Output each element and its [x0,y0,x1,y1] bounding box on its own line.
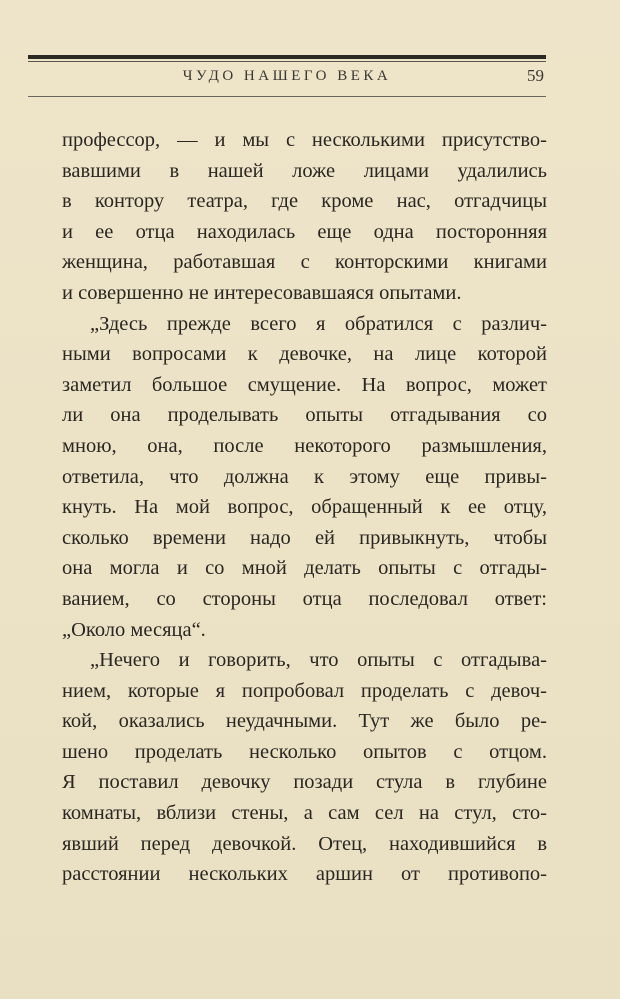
top-thin-rule [28,61,546,62]
running-title: ЧУДО НАШЕГО ВЕКА [182,68,392,84]
text-line: женщина, работавшая с конторскими книгами [62,251,547,274]
text-line: „Нечего и говорить, что опыты с отгадыва- [90,649,547,672]
text-line: мною, она, после некоторого размышления, [62,434,547,457]
text-line: „Около месяца“. [62,618,206,641]
text-line: ли она проделывать опыты отгадывания со [62,404,547,427]
text-line: шено проделать несколько опытов с отцом. [62,740,547,763]
text-line: ванием, со стороны отца последовал ответ: [62,587,547,610]
text-line: ответила, что должна к этому еще привы- [62,465,547,488]
top-thick-rule [28,55,546,59]
text-line: вавшими в нашей ложе лицами удалились [62,159,547,182]
text-line: кой, оказались неудачными. Тут же было ре- [62,710,547,733]
text-line: в контору театра, где кроме нас, отгадчицы [62,190,547,213]
page-number: 59 [527,66,544,85]
text-line: ными вопросами к девочке, на лице которой [62,343,547,366]
text-line: „Здесь прежде всего я обратился с различ- [90,312,547,335]
text-line: явший перед девочкой. Отец, находившийся в [62,832,547,855]
text-line: Я поставил девочку позади стула в глубине [62,771,547,794]
text-line: и ее отца находилась еще одна посторонняя [62,220,547,243]
body-text [62,125,547,890]
text-line: она могла и со мной делать опыты с отгады- [62,557,547,580]
text-line: нием, которые я попробовал проделать с девоч- [62,679,547,702]
text-line: профессор, — и мы с несколькими присутство- [62,129,547,151]
text-line: сколько времени надо ей привыкнуть, чтобы [62,526,547,549]
running-head [28,66,546,90]
header-rule [28,96,546,97]
text-line: кнуть. На мой вопрос, обращенный к ее отцу, [62,496,547,519]
text-line: комнаты, вблизи стены, а сам сел на стул, сто- [62,802,547,825]
text-line: и совершенно не интересовавшаяся опытами. [62,281,462,304]
text-line: расстоянии нескольких аршин от противопо- [62,863,547,886]
text-line: заметил большое смущение. На вопрос, может [62,373,547,396]
